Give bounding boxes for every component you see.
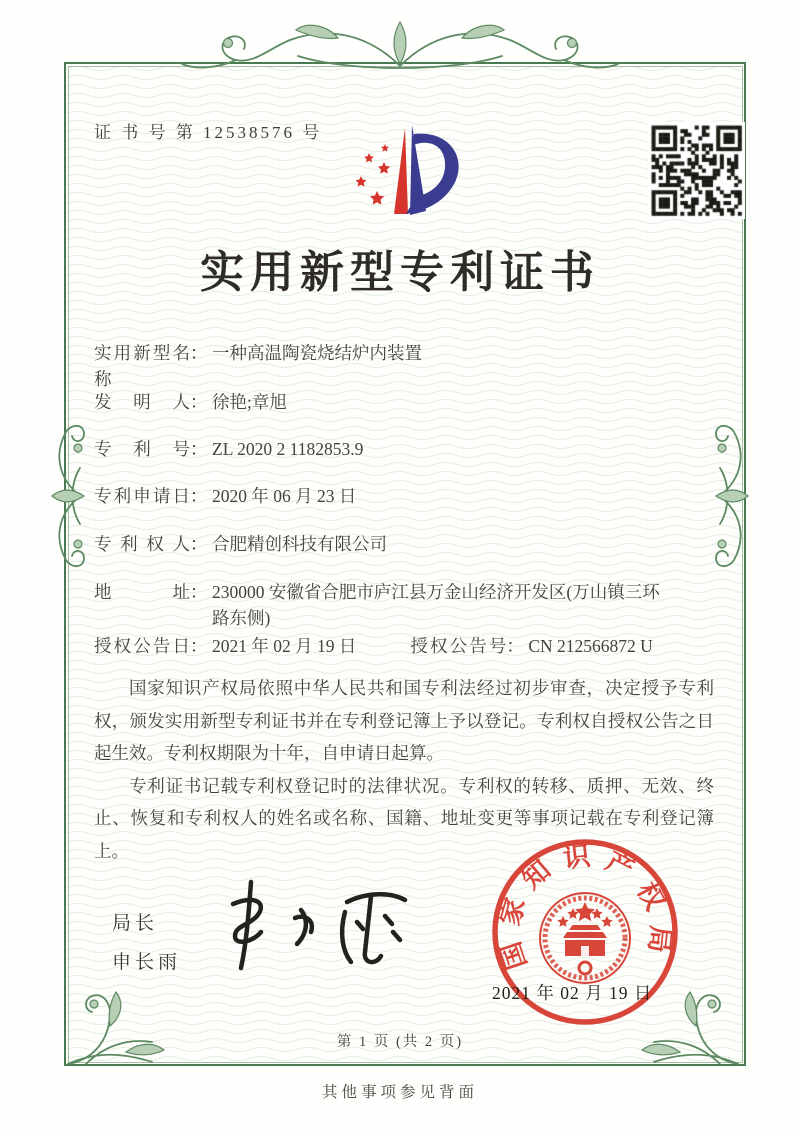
grant-number-value: CN 212566872 U [528,636,653,656]
back-side-note: 其他事项参见背面 [321,1084,478,1101]
commissioner-name: 申长雨 [112,952,182,973]
cnipa-logo-icon [342,112,474,237]
field-colon: ： [506,636,524,656]
commissioner-signature [205,868,425,983]
seal-text: 国家知识产权局 [494,840,676,974]
field-label: 发明人 [94,392,190,412]
field-value: 230000 安徽省合肥市庐江县万金山经济开发区(万山镇三环路东侧) [212,582,660,628]
field-label: 地址 [94,582,190,602]
field-row-inventor [94,389,287,415]
certificate-title: 实用新型专利证书 [200,248,600,297]
field-row-address [94,579,664,631]
commissioner-title: 局长 [112,913,159,934]
field-colon: ： [190,439,208,459]
field-row-grant [94,633,653,659]
field-colon: ： [190,582,208,602]
field-value: 一种高温陶瓷烧结炉内装置 [212,343,422,363]
field-value: 2020 年 06 月 23 日 [212,486,357,506]
field-value: 合肥精创科技有限公司 [212,534,387,554]
field-value: ZL 2020 2 1182853.9 [212,439,364,459]
page-number: 第 1 页 (共 2 页) [336,1034,464,1050]
legal-paragraph-2: 专利证书记载专利权登记时的法律状况。专利权的转移、质押、无效、终止、恢复和专利权人的姓名或名称、国籍、地址变更等事项记载在专利登记簿上。 [94,775,714,861]
field-row-patent-number [94,436,363,462]
field-colon: ： [190,534,208,554]
field-colon: ： [190,343,208,363]
field-label: 实用新型名称 [94,343,190,389]
grant-date-value: 2021 年 02 月 19 日 [212,636,357,656]
seal-date: 2021 年 02 月 19 日 [492,983,653,1003]
qr-code [648,122,745,219]
field-colon: ： [190,486,208,506]
field-label: 授权公告号 [410,636,507,656]
field-value: 徐艳;章旭 [212,392,287,412]
field-colon: ： [190,636,208,656]
field-label: 专利权人 [94,534,190,554]
grant-number-pair [410,633,652,659]
legal-paragraph-1: 国家知识产权局依照中华人民共和国专利法经过初步审查，决定授予专利权，颁发实用新型专利证书并在专利登记簿上予以登记。专利权自授权公告之日起生效。专利权期限为十年，自申请日起算。 [94,678,714,763]
field-label: 专利号 [94,439,190,459]
field-label: 专利申请日 [94,486,190,506]
field-row-application-date [94,483,356,509]
field-colon: ： [190,392,208,412]
field-label: 授权公告日 [94,636,190,656]
field-row-patentee [94,531,387,557]
field-row-utility-model-name [94,340,422,392]
national-emblem-icon [540,893,630,983]
certificate-number: 证 书 号 第 12538576 号 [94,123,323,142]
